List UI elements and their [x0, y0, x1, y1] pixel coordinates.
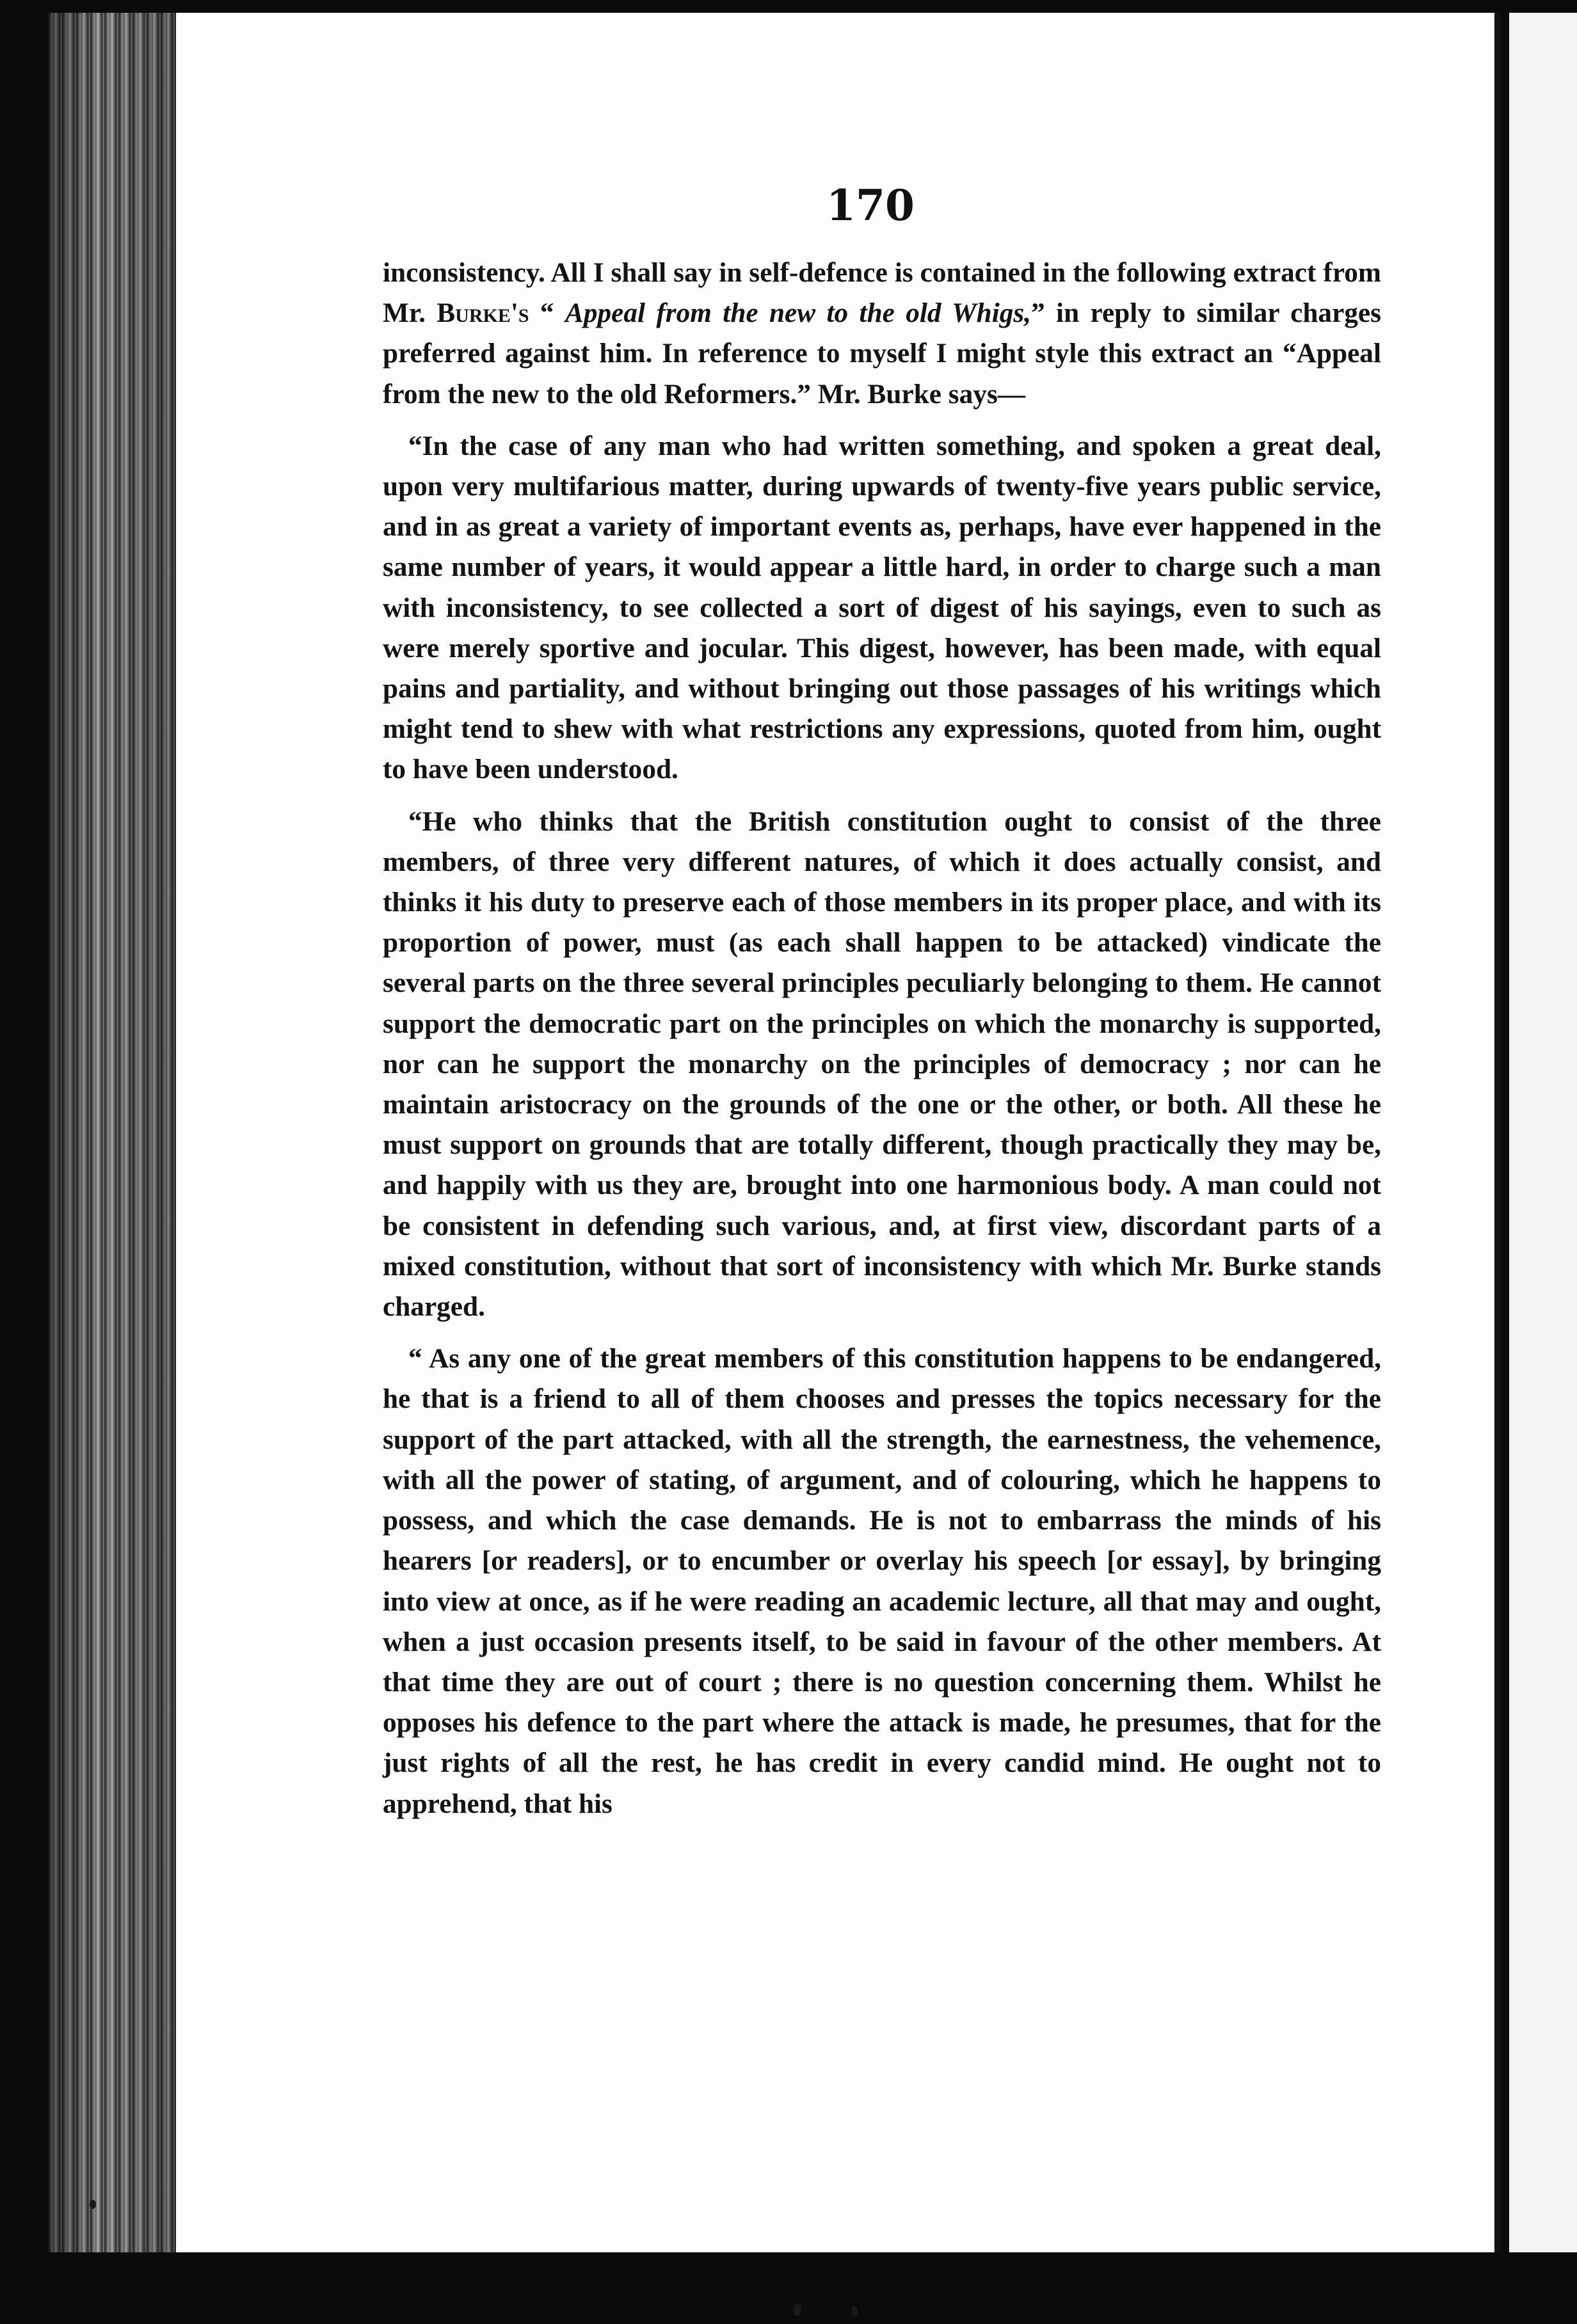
appeal-title: Appeal from the new to the old Whigs, [564, 298, 1032, 329]
quote-paragraph-3: “ As any one of the great members of this constitution happens to be endangered, he that is a friend to all of them chooses and presses the topics necessary for the support of the part attacked, with all the strength, the earnestness, the vehemence, with all the power of stating, of argument, and of colouring, which he happens to possess, and which the case demands. He is not to embarrass the minds of his hearers [or readers], or to encumber or overlay his speech [or essay], by bringing into view at once, as if he were reading an academic lecture, all that may and ought, when a just occasion presents itself, to be said in favour of the other members. At that time they are out of court ; there is no question concerning them. Whilst he opposes his defence to the part where the attack is made, he presumes, that for the just rights of all the rest, he has credit in every candid mind. He ought not to apprehend, that his [383, 1343, 1381, 1819]
intro-part2: “ [529, 298, 565, 329]
scan-speck [90, 2200, 96, 2209]
body-text [383, 253, 1381, 1824]
spine-shadow [48, 13, 179, 2252]
page-number: 170 [826, 180, 915, 230]
burke-name-smallcaps: Burke's [436, 298, 529, 329]
quote-paragraph-1: “In the case of any man who had written something, and spoken a great deal, upon very multifarious matter, during upwards of twenty-five years public service, and in as great a variety of important events as, perhaps, have ever happened in the same number of years, it would appear a little hard, in order to charge such a man with inconsistency, to see collected a sort of digest of his sayings, even to such as were merely sportive and jocular. This digest, however, has been made, with equal pains and partiality, and without bringing out those passages of his writings which might tend to shew with what restrictions any expressions, quoted from him, ought to have been understood. [383, 430, 1381, 785]
quote-paragraph-2: “He who thinks that the British constitution ought to consist of the three members, of three very different natures, of which it does actually consist, and thinks it his duty to preserve each of those members in its proper place, and with its proportion of power, must (as each shall happen to be attacked) vindicate the several parts on the three several principles peculiarly belonging to them. He cannot support the democratic part on the principles on which the monarchy is supported, nor can he support the monarchy on the principles of democracy ; nor can he maintain aristocracy on the grounds of the one or the other, or both. All these he must support on grounds that are totally different, though practically they may be, and happily with us they are, brought into one harmonious body. A man could not be consistent in defending such various, and, at first view, discordant parts of a mixed constitution, without that sort of inconsistency with which Mr. Burke stands charged. [383, 806, 1381, 1323]
intro-paragraph [383, 253, 1381, 415]
scan-speck [851, 2306, 858, 2316]
intro-part3: ” in reply to similar charges preferred against him. In reference to myself I might style this extract an “Appeal from the new to the old Reformers.” Mr. Burke says— [383, 298, 1382, 410]
scan-speck [794, 2304, 801, 2316]
intro-part1: inconsistency. All I shall say in self-defence is contained in the following extract from Mr. [383, 257, 1381, 329]
next-page-edge [1509, 13, 1577, 2252]
